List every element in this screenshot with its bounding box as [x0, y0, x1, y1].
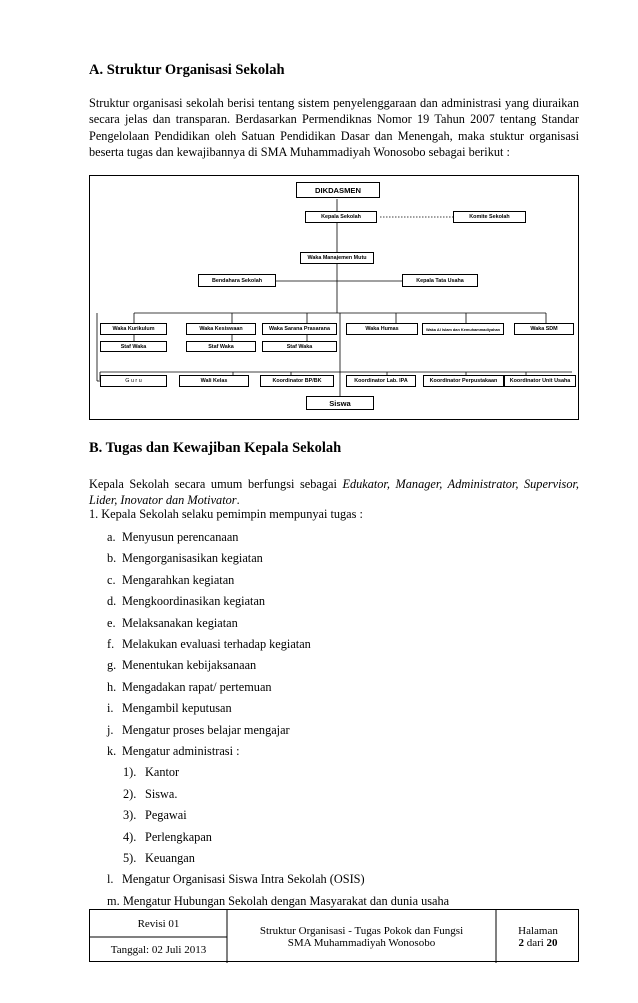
org-waka-kesiswaan: Waka Kesiswaan	[186, 323, 256, 335]
list-item-text: Keuangan	[145, 851, 195, 865]
intro-italic: Edukator, Manager, Administrator, Supervisor, Lider, Inovator dan Motivator	[89, 477, 579, 508]
list-item-text: Menyusun perencanaan	[122, 530, 239, 544]
list-item	[123, 787, 177, 802]
list-item-text: Mengatur administrasi :	[122, 744, 240, 758]
list-item	[107, 872, 365, 887]
org-waka-sarana-prasarana: Waka Sarana Prasarana	[262, 323, 337, 335]
org-siswa: Siswa	[306, 396, 374, 410]
list-item	[123, 830, 212, 845]
org-dikdasmen: DIKDASMEN	[296, 182, 380, 198]
list-item-text: Mengatur Organisasi Siswa Intra Sekolah (OSIS)	[122, 872, 365, 887]
footer-title-line1: Struktur Organisasi - Tugas Pokok dan Fungsi	[259, 924, 464, 937]
list-item-label: d.	[107, 594, 117, 609]
list-item	[107, 723, 290, 738]
list-item-text: Melakukan evaluasi terhadap kegiatan	[122, 637, 311, 651]
list-item-label: e.	[107, 615, 116, 630]
list-item-label: m.	[107, 893, 120, 908]
list-item-label: f.	[107, 637, 115, 651]
list-item-text: Kantor	[145, 765, 180, 780]
list-item-label: b.	[107, 551, 117, 566]
list-item	[107, 744, 239, 759]
list-item-text: Mengkoordinasikan kegiatan	[122, 594, 266, 609]
list-item	[107, 894, 449, 909]
org-waka-humas: Waka Humas	[346, 323, 418, 335]
org-staf-waka-sarana: Staf Waka	[262, 341, 337, 352]
list-item	[107, 680, 272, 695]
list-item	[107, 701, 232, 716]
list-item-text: Melaksanakan kegiatan	[122, 615, 238, 630]
list-item-text: Mengarahkan kegiatan	[122, 572, 235, 587]
list-item-text: Mengorganisasikan kegiatan	[122, 551, 263, 566]
list-item-label: c.	[107, 572, 116, 587]
org-waka-kurikulum: Waka Kurikulum	[100, 323, 167, 335]
list-item-text: Mengambil keputusan	[122, 701, 232, 716]
list-item-text: Menentukan kebijaksanaan	[122, 658, 257, 673]
list-item-text: Mengatur proses belajar mengajar	[122, 722, 290, 737]
list-item-text: Perlengkapan	[145, 829, 212, 844]
list-item-label: 1).	[123, 765, 137, 780]
org-kepala-tata-usaha: Kepala Tata Usaha	[402, 274, 478, 287]
section-b-intro	[89, 476, 579, 509]
intro-end: .	[236, 493, 240, 508]
org-wali-kelas: Wali Kelas	[179, 375, 249, 387]
org-koordinator-unit-usaha: Koordinator Unit Usaha	[504, 375, 576, 387]
list-item	[123, 765, 179, 780]
list-item-label: g.	[107, 658, 117, 673]
org-waka-manajemen-mutu: Waka Manajemen Mutu	[300, 252, 374, 264]
footer-halaman-label: Halaman	[518, 924, 558, 937]
footer-page-number	[518, 937, 557, 949]
list-item	[107, 551, 263, 566]
org-kepala-sekolah: Kepala Sekolah	[305, 211, 377, 223]
list-item-text: Mengatur Hubungan Sekolah dengan Masyarakat dan dunia usaha	[123, 893, 450, 908]
list-item	[107, 658, 256, 673]
list-item	[107, 530, 238, 545]
org-koordinator-lab-ipa: Koordinator Lab. IPA	[346, 375, 416, 387]
footer-page-total: 20	[546, 936, 558, 949]
list-item	[107, 573, 234, 588]
list-item	[123, 808, 187, 823]
list-item-label: 4).	[123, 829, 137, 844]
list-item-label: 5).	[123, 851, 137, 865]
list-item-text: Pegawai	[145, 808, 187, 823]
list-item-label: k.	[107, 744, 117, 758]
org-guru: G u r u	[100, 375, 167, 387]
org-koordinator-bpbk: Koordinator BP/BK	[260, 375, 334, 387]
org-waka-sdm: Waka SDM	[514, 323, 574, 335]
footer-page-of: dari	[526, 936, 544, 949]
org-komite-sekolah: Komite Sekolah	[453, 211, 526, 223]
list-item-text: Siswa.	[145, 786, 178, 801]
footer-page-num: 2	[518, 936, 524, 949]
org-chart	[89, 175, 579, 420]
list-item	[123, 851, 195, 866]
section-b-heading: B. Tugas dan Kewajiban Kepala Sekolah	[89, 440, 342, 456]
list-item-label: a.	[107, 530, 116, 544]
list-item-label: 2).	[123, 786, 137, 801]
list-item-text: Mengadakan rapat/ pertemuan	[122, 679, 272, 694]
section-a-heading: A. Struktur Organisasi Sekolah	[89, 62, 285, 78]
footer-table	[89, 909, 579, 962]
footer-halaman	[496, 910, 580, 963]
org-bendahara-sekolah: Bendahara Sekolah	[198, 274, 276, 287]
org-waka-al-islam: Waka Al Islam dan Kemuhammadiyahan	[422, 323, 504, 335]
list-item	[107, 594, 265, 609]
list-item-label: j.	[107, 722, 114, 737]
list-item	[107, 637, 311, 652]
list-item-label: l.	[107, 872, 114, 887]
list-item-label: h.	[107, 679, 117, 694]
list-item-label: 3).	[123, 808, 137, 823]
footer-title	[227, 910, 496, 963]
footer-tanggal: Tanggal: 02 Juli 2013	[110, 944, 207, 956]
org-staf-waka-kesiswaan: Staf Waka	[186, 341, 256, 352]
list-item	[107, 616, 238, 631]
list-item-label: i.	[107, 701, 114, 716]
section-a-paragraph: Struktur organisasi sekolah berisi tentang sistem penyelenggaraan dan administrasi yang diuraikan secara jelas dan transparan. Berdasarkan Permendiknas Nomor 19 Tahun 2007 tentang Standar Pengelolaan Pendidikan oleh Satuan Pendidikan Dasar dan Menengah, maka stuktur organisasi beserta tugas dan kewajibannya di SMA Muhammadiyah Wonosobo sebagai berikut :	[89, 96, 579, 160]
org-staf-waka-kurikulum: Staf Waka	[100, 341, 167, 352]
intro-plain: Kepala Sekolah secara umum berfungsi sebagai	[89, 477, 337, 491]
footer-title-line2: SMA Muhammadiyah Wonosobo	[287, 936, 436, 949]
org-koordinator-perpustakaan: Koordinator Perpustakaan	[423, 375, 504, 387]
footer-revisi: Revisi 01	[137, 917, 180, 930]
point-1: 1. Kepala Sekolah selaku pemimpin mempunyai tugas :	[89, 507, 363, 521]
